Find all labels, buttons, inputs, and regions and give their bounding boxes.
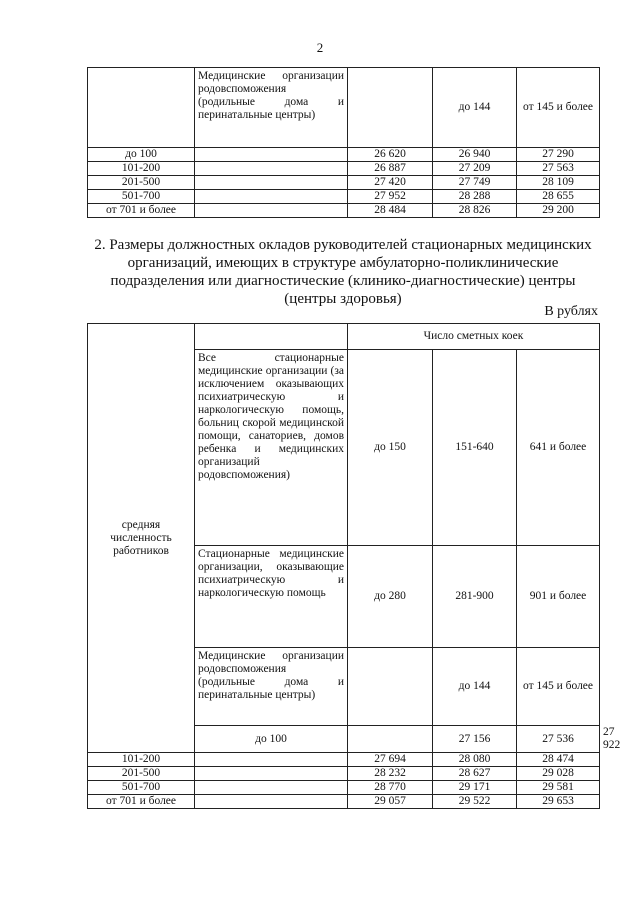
salary-cell: 28 109 xyxy=(517,176,600,190)
salary-cell: 28 627 xyxy=(433,767,517,781)
salary-cell: 27 209 xyxy=(433,162,517,176)
beds-range-cell: до 144 xyxy=(433,68,517,148)
empty-cell xyxy=(195,162,348,176)
staff-range-cell: 501-700 xyxy=(88,781,195,795)
staff-range-cell: 201-500 xyxy=(88,176,195,190)
salary-cell: 27 952 xyxy=(348,190,433,204)
empty-cell xyxy=(195,204,348,218)
table-row xyxy=(88,767,600,781)
salary-cell: 28 474 xyxy=(517,753,600,767)
beds-range-cell: от 145 и более xyxy=(517,68,600,148)
salary-cell: 26 887 xyxy=(348,162,433,176)
beds-range-cell: 151-640 xyxy=(433,350,517,546)
beds-range-cell xyxy=(348,68,433,148)
category-cell: Медицинские организации родовспоможения (родильные дома и перинатальные центры) xyxy=(195,648,348,726)
empty-cell xyxy=(195,781,348,795)
staff-range-cell: до 100 xyxy=(195,726,348,753)
beds-range-cell: 901 и более xyxy=(517,546,600,648)
salary-cell: 27 156 xyxy=(433,726,517,753)
staff-range-cell: от 701 и более xyxy=(88,204,195,218)
category-cell: Все стационарные медицинские организации (за исключением оказывающих психиатрическую и наркологическую помощь, больниц скорой медицинской помощи, санаториев, домов ребенка и медицинских организаций родовспоможения) xyxy=(195,350,348,546)
table-row: до 100 27 156 27 536 27 922 xyxy=(88,726,600,753)
salary-cell: 29 653 xyxy=(517,795,600,809)
empty-cell xyxy=(88,68,195,148)
empty-cell xyxy=(195,148,348,162)
empty-cell xyxy=(195,190,348,204)
row-header-cell: средняя численность работников xyxy=(88,324,195,753)
category-cell: Стационарные медицинские организации, оказывающие психиатрическую и наркологическую помощь xyxy=(195,546,348,648)
salary-cell: 28 232 xyxy=(348,767,433,781)
salary-cell: 26 620 xyxy=(348,148,433,162)
salary-cell: 28 826 xyxy=(433,204,517,218)
table-row xyxy=(88,176,600,190)
empty-cell xyxy=(195,795,348,809)
beds-range-cell: до 144 xyxy=(433,648,517,726)
salary-cell: 29 522 xyxy=(433,795,517,809)
staff-range-cell: 501-700 xyxy=(88,190,195,204)
beds-range-cell xyxy=(348,648,433,726)
salary-cell: 29 581 xyxy=(517,781,600,795)
beds-range-cell: до 280 xyxy=(348,546,433,648)
table-row xyxy=(88,204,600,218)
salary-cell: 28 080 xyxy=(433,753,517,767)
staff-range-cell: 101-200 xyxy=(88,162,195,176)
table-row xyxy=(88,148,600,162)
category-cell: Медицинские организации родовспоможения (родильные дома и перинатальные центры) xyxy=(195,68,348,148)
salary-cell: 28 770 xyxy=(348,781,433,795)
staff-range-cell: до 100 xyxy=(88,148,195,162)
empty-cell xyxy=(348,726,433,753)
beds-range-cell: 641 и более xyxy=(517,350,600,546)
empty-cell xyxy=(195,324,348,350)
staff-range-cell: от 701 и более xyxy=(88,795,195,809)
staff-range-cell: 201-500 xyxy=(88,767,195,781)
beds-header-cell: Число сметных коек xyxy=(348,324,600,350)
empty-cell xyxy=(195,176,348,190)
salary-table-2 xyxy=(87,323,621,809)
table-header-row xyxy=(88,324,600,350)
salary-cell: 29 057 xyxy=(348,795,433,809)
staff-range-cell: 101-200 xyxy=(88,753,195,767)
page-number: 2 xyxy=(316,40,324,55)
salary-cell: 28 655 xyxy=(517,190,600,204)
beds-range-cell: до 150 xyxy=(348,350,433,546)
table-row xyxy=(88,162,600,176)
beds-range-cell: от 145 и более xyxy=(517,648,600,726)
salary-cell: 27 694 xyxy=(348,753,433,767)
empty-cell xyxy=(195,767,348,781)
salary-cell: 28 484 xyxy=(348,204,433,218)
salary-cell: 29 028 xyxy=(517,767,600,781)
table-row xyxy=(88,795,600,809)
salary-cell: 27 420 xyxy=(348,176,433,190)
salary-cell: 28 288 xyxy=(433,190,517,204)
salary-cell: 27 536 xyxy=(517,726,600,753)
salary-table-1 xyxy=(87,67,600,218)
salary-cell: 27 290 xyxy=(517,148,600,162)
salary-cell: 29 171 xyxy=(433,781,517,795)
salary-cell: 29 200 xyxy=(517,204,600,218)
table-row xyxy=(88,753,600,767)
salary-cell: 26 940 xyxy=(433,148,517,162)
salary-cell: 27 563 xyxy=(517,162,600,176)
salary-cell: 27 749 xyxy=(433,176,517,190)
units-label: В рублях xyxy=(544,304,598,319)
table-header-row xyxy=(88,68,600,148)
empty-cell xyxy=(195,753,348,767)
table-row xyxy=(88,781,600,795)
section-heading: 2. Размеры должностных окладов руководителей стационарных медицинских организаций, имеющих в структуре амбулаторно-поликлинические подразделения или диагностические (клинико-диагностические) центры (центры здоровья) xyxy=(94,237,592,307)
table-row xyxy=(88,190,600,204)
beds-range-cell: 281-900 xyxy=(433,546,517,648)
